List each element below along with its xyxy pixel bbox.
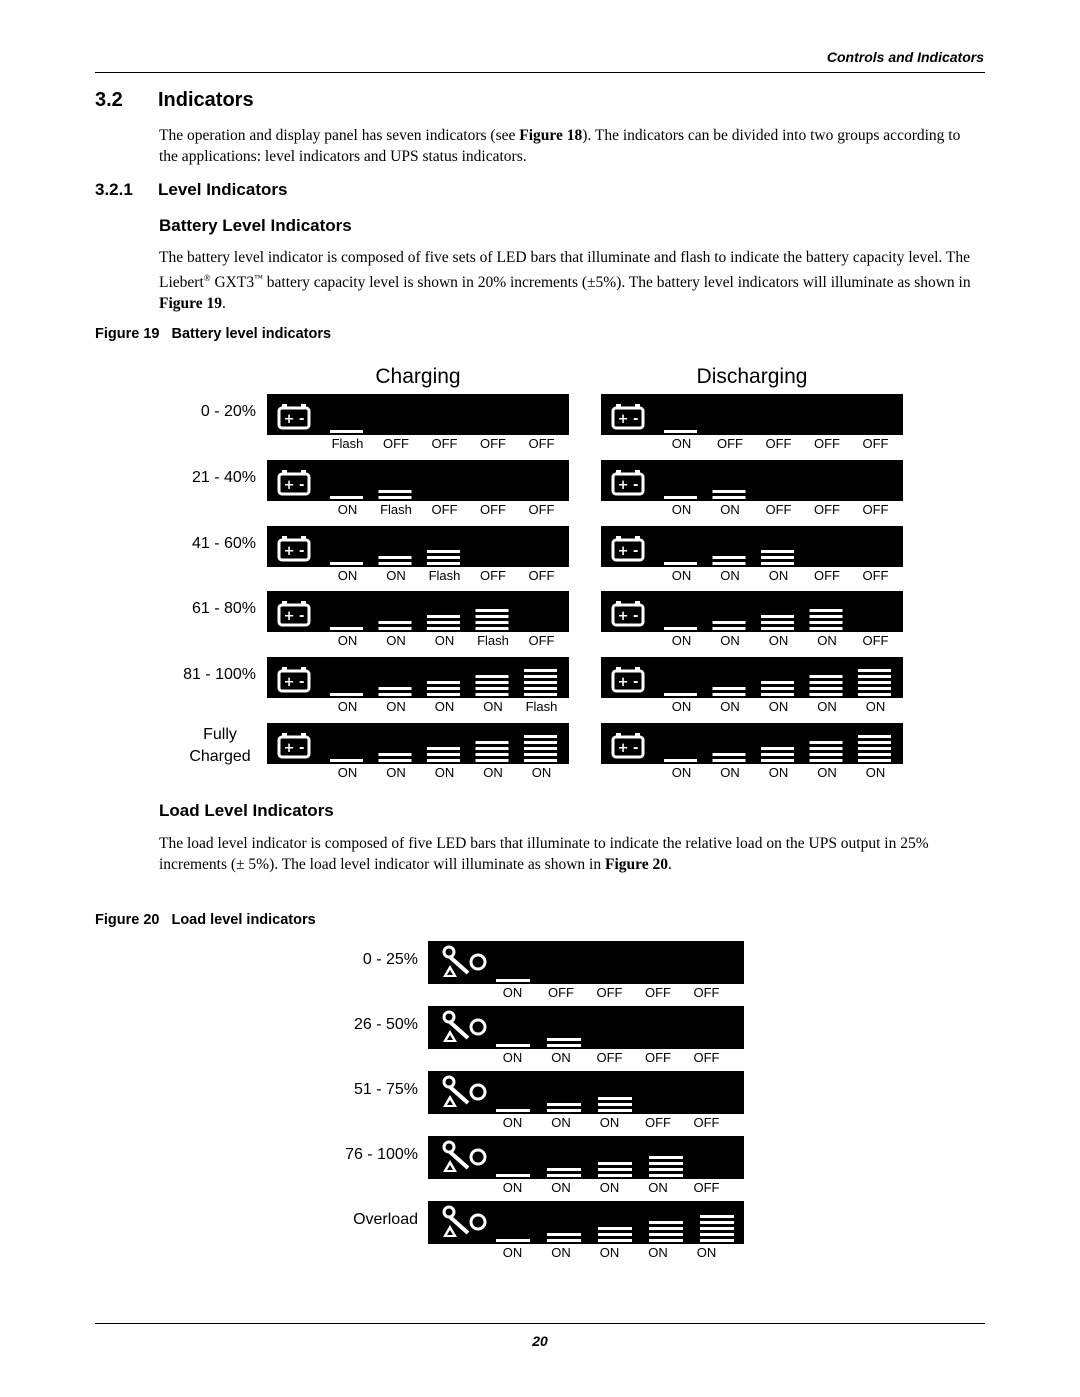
subsection-number: 3.2.1	[95, 180, 133, 199]
load-row-label: Overload	[353, 1211, 418, 1228]
led-state-label: Flash	[331, 436, 364, 451]
led-bar-icon	[664, 693, 697, 696]
led-state-label: ON	[720, 568, 740, 583]
led-state-label: ON	[768, 568, 789, 583]
battery-text-2: GXT3	[210, 274, 255, 292]
led-bar-icon	[496, 1174, 530, 1177]
led-bar-icon	[700, 1215, 734, 1242]
led-bar-icon	[496, 1044, 530, 1047]
load-heading: Load Level Indicators	[159, 801, 334, 820]
led-bar-icon	[598, 1162, 632, 1177]
led-bar-icon	[664, 759, 697, 762]
led-bar-icon	[598, 1097, 632, 1112]
svg-text:+ -: + -	[617, 544, 639, 559]
led-bar-icon	[496, 1109, 530, 1112]
led-state-label: ON	[502, 1050, 523, 1065]
led-state-label: ON	[671, 568, 692, 583]
led-state-label: ON	[531, 765, 552, 780]
section-heading	[95, 89, 254, 112]
section-number: 3.2	[95, 89, 123, 111]
led-bar-icon	[427, 747, 460, 762]
figure-19-title: Battery level indicators	[171, 326, 332, 342]
led-state-label: ON	[671, 765, 692, 780]
led-state-label: ON	[502, 985, 523, 1000]
battery-text-3: battery capacity level is shown in 20% increments (±5%). The battery level indicators will illuminate as shown in	[262, 274, 971, 292]
load-icon	[443, 1142, 485, 1172]
battery-row-label: 61 - 80%	[191, 600, 256, 617]
led-bar-icon	[496, 979, 530, 982]
led-state-label: OFF	[596, 1050, 623, 1065]
led-state-label: OFF	[528, 436, 555, 451]
led-state-label: OFF	[693, 985, 720, 1000]
led-bar-icon	[761, 615, 794, 630]
led-state-label: OFF	[862, 502, 889, 517]
led-bar-icon	[761, 681, 794, 696]
led-state-label: OFF	[645, 1050, 671, 1065]
running-header: Controls and Indicators	[826, 49, 984, 65]
led-bar-icon	[810, 741, 843, 762]
figure-20-number: Figure 20	[95, 912, 160, 928]
load-panel	[428, 1071, 744, 1114]
led-state-label: OFF	[383, 436, 409, 451]
battery-panel-charging	[267, 723, 569, 764]
led-state-label: ON	[648, 1180, 668, 1195]
led-bar-icon	[761, 747, 794, 762]
battery-icon	[279, 536, 309, 560]
led-state-label: ON	[483, 765, 503, 780]
led-bar-icon	[524, 735, 557, 762]
led-bar-icon	[330, 693, 363, 696]
battery-icon	[613, 667, 643, 691]
battery-panel-charging	[267, 526, 569, 567]
battery-panel-charging	[267, 460, 569, 501]
svg-text:+ -: + -	[617, 478, 639, 493]
led-state-label: ON	[720, 502, 740, 517]
led-state-label: OFF	[765, 436, 792, 451]
load-paragraph	[159, 833, 981, 875]
battery-icon	[613, 404, 643, 428]
led-state-label: OFF	[814, 436, 840, 451]
led-state-label: OFF	[645, 1115, 671, 1130]
led-state-label: ON	[671, 633, 692, 648]
load-row-label: 76 - 100%	[345, 1146, 418, 1163]
led-bar-icon	[379, 687, 412, 696]
led-state-label: OFF	[645, 985, 671, 1000]
led-bar-icon	[496, 1239, 530, 1242]
led-bar-icon	[649, 1221, 683, 1242]
led-state-label: ON	[720, 633, 740, 648]
led-state-label: ON	[865, 765, 886, 780]
subsection-title: Level Indicators	[158, 180, 288, 199]
battery-figure-ref: Figure 19	[159, 295, 222, 313]
led-bar-icon	[713, 621, 746, 630]
led-bar-icon	[713, 753, 746, 762]
led-bar-icon	[476, 609, 509, 630]
led-state-label: ON	[648, 1245, 668, 1260]
load-icon	[443, 1012, 485, 1042]
battery-text-1: The battery level indicator is composed of five sets of LED bars that illuminate and flash to indicate the battery capacity level. The Liebert	[159, 249, 971, 292]
led-state-label: OFF	[528, 502, 555, 517]
led-state-label: ON	[502, 1115, 523, 1130]
battery-icon	[279, 733, 309, 757]
led-state-label: ON	[817, 633, 837, 648]
battery-row-label: 0 - 20%	[200, 403, 256, 420]
led-state-label: OFF	[862, 633, 889, 648]
led-bar-icon	[379, 753, 412, 762]
battery-icon	[279, 601, 309, 625]
led-state-label: OFF	[693, 1050, 720, 1065]
load-text-end: .	[668, 856, 672, 873]
svg-text:+ -: + -	[617, 675, 639, 690]
led-bar-icon	[427, 681, 460, 696]
led-state-label: ON	[386, 633, 406, 648]
led-state-label: OFF	[814, 502, 840, 517]
led-state-label: ON	[768, 765, 789, 780]
led-state-label: ON	[817, 699, 837, 714]
intro-figure-ref: Figure 18	[519, 127, 583, 144]
battery-panel-charging	[267, 394, 569, 435]
led-state-label: ON	[386, 568, 406, 583]
led-state-label: OFF	[528, 633, 555, 648]
svg-text:+ -: + -	[617, 609, 639, 624]
led-bar-icon	[379, 490, 412, 499]
led-state-label: OFF	[596, 985, 623, 1000]
led-state-label: OFF	[431, 436, 458, 451]
load-panel	[428, 1136, 744, 1179]
load-figure-ref: Figure 20	[605, 856, 668, 873]
led-state-label: ON	[551, 1180, 571, 1195]
led-state-label: ON	[337, 502, 358, 517]
led-state-label: Flash	[525, 699, 558, 714]
battery-icon	[279, 404, 309, 428]
led-state-label: ON	[551, 1050, 571, 1065]
led-state-label: OFF	[765, 502, 792, 517]
led-state-label: ON	[599, 1115, 620, 1130]
led-state-label: ON	[696, 1245, 717, 1260]
battery-row-label: 41 - 60%	[191, 535, 256, 552]
load-icon	[443, 947, 485, 977]
led-bar-icon	[547, 1168, 581, 1177]
led-state-label: OFF	[862, 436, 889, 451]
battery-panel-discharging	[601, 657, 903, 698]
figure-19-caption	[95, 326, 331, 342]
led-state-label: Flash	[477, 633, 509, 648]
intro-text-1: The operation and display panel has seven indicators (see	[159, 127, 520, 144]
led-bar-icon	[649, 1156, 683, 1177]
led-bar-icon	[476, 675, 509, 696]
battery-icon	[613, 536, 643, 560]
led-state-label: OFF	[548, 985, 574, 1000]
battery-icon	[279, 667, 309, 691]
led-state-label: ON	[671, 436, 692, 451]
battery-icon	[279, 470, 309, 494]
svg-text:+ -: + -	[283, 675, 305, 690]
led-state-label: OFF	[431, 502, 458, 517]
load-row-label: 26 - 50%	[353, 1016, 418, 1033]
footer-rule	[95, 1323, 985, 1324]
load-text-1: The load level indicator is composed of five LED bars that illuminate to indicate the relative load on the UPS output in 25% increments (± 5%). The load level indicator will illuminate as shown in	[159, 835, 929, 873]
led-bar-icon	[858, 735, 891, 762]
led-state-label: ON	[720, 699, 740, 714]
led-bar-icon	[476, 741, 509, 762]
led-state-label: OFF	[480, 568, 506, 583]
led-state-label: OFF	[717, 436, 743, 451]
led-bar-icon	[547, 1038, 581, 1047]
led-state-label: ON	[337, 699, 358, 714]
battery-icon	[613, 733, 643, 757]
led-bar-icon	[330, 759, 363, 762]
led-bar-icon	[713, 687, 746, 696]
svg-text:+ -: + -	[283, 609, 305, 624]
battery-row-label: Fully Charged	[189, 726, 251, 765]
led-bar-icon	[664, 562, 697, 565]
led-state-label: ON	[337, 633, 358, 648]
led-bar-icon	[713, 556, 746, 565]
led-state-label: ON	[768, 633, 789, 648]
battery-panel-discharging	[601, 723, 903, 764]
led-bar-icon	[379, 621, 412, 630]
svg-text:+ -: + -	[617, 412, 639, 427]
led-bar-icon	[547, 1233, 581, 1242]
led-state-label: ON	[671, 502, 692, 517]
load-icon	[443, 1207, 485, 1237]
load-panel	[428, 1201, 744, 1244]
battery-panel-discharging	[601, 591, 903, 632]
led-bar-icon	[547, 1103, 581, 1112]
registered-mark: ®	[203, 273, 211, 283]
led-bar-icon	[524, 669, 557, 696]
page-number: 20	[532, 1333, 548, 1349]
trademark-mark: ™	[254, 273, 263, 283]
figure-20-caption	[95, 912, 316, 928]
led-bar-icon	[664, 496, 697, 499]
battery-panel-charging	[267, 591, 569, 632]
battery-icon	[613, 470, 643, 494]
led-state-label: ON	[483, 699, 503, 714]
led-bar-icon	[761, 550, 794, 565]
load-icon	[443, 1077, 485, 1107]
led-bar-icon	[330, 562, 363, 565]
header-rule	[95, 72, 985, 73]
intro-paragraph	[159, 125, 981, 167]
figure-20-title: Load level indicators	[171, 912, 316, 928]
section-title: Indicators	[158, 89, 254, 111]
led-bar-icon	[379, 556, 412, 565]
subsection-heading	[95, 180, 287, 200]
led-state-label: ON	[386, 699, 406, 714]
led-state-label: ON	[599, 1180, 620, 1195]
intro-text-2: ). The indicators can be divided into two groups according to the applications: level indicators and UPS status indicators.	[159, 127, 961, 165]
led-bar-icon	[330, 430, 363, 433]
battery-row-label: 21 - 40%	[191, 469, 256, 486]
led-state-label: ON	[434, 765, 455, 780]
battery-text-end: .	[222, 295, 226, 313]
load-panel	[428, 941, 744, 984]
led-bar-icon	[858, 669, 891, 696]
svg-text:+ -: + -	[283, 478, 305, 493]
battery-row-label: 81 - 100%	[183, 666, 256, 683]
svg-text:+ -: + -	[617, 741, 639, 756]
led-state-label: OFF	[480, 502, 506, 517]
battery-icon	[613, 601, 643, 625]
battery-panel-discharging	[601, 460, 903, 501]
battery-panel-charging	[267, 657, 569, 698]
led-bar-icon	[664, 430, 697, 433]
led-state-label: OFF	[862, 568, 889, 583]
led-state-label: Flash	[380, 502, 412, 517]
led-bar-icon	[598, 1227, 632, 1242]
led-bar-icon	[330, 496, 363, 499]
led-state-label: OFF	[480, 436, 506, 451]
load-row-label: 0 - 25%	[362, 951, 418, 968]
led-state-label: ON	[720, 765, 740, 780]
led-state-label: ON	[768, 699, 789, 714]
led-bar-icon	[810, 675, 843, 696]
led-bar-icon	[330, 627, 363, 630]
led-bar-icon	[427, 615, 460, 630]
led-state-label: ON	[551, 1115, 571, 1130]
led-state-label: OFF	[528, 568, 555, 583]
svg-text:+ -: + -	[283, 412, 305, 427]
load-row-label: 51 - 75%	[353, 1081, 418, 1098]
led-bar-icon	[713, 490, 746, 499]
led-bar-icon	[664, 627, 697, 630]
svg-text:+ -: + -	[283, 544, 305, 559]
led-state-label: OFF	[693, 1180, 720, 1195]
led-state-label: ON	[865, 699, 886, 714]
battery-heading: Battery Level Indicators	[159, 216, 352, 235]
battery-panel-discharging	[601, 394, 903, 435]
battery-panel-discharging	[601, 526, 903, 567]
led-state-label: ON	[434, 633, 455, 648]
led-state-label: ON	[671, 699, 692, 714]
led-state-label: ON	[502, 1245, 523, 1260]
led-state-label: ON	[434, 699, 455, 714]
charging-title: Charging	[375, 365, 461, 388]
led-state-label: OFF	[693, 1115, 720, 1130]
led-state-label: ON	[551, 1245, 571, 1260]
load-panel	[428, 1006, 744, 1049]
led-bar-icon	[810, 609, 843, 630]
led-bar-icon	[427, 550, 460, 565]
led-state-label: ON	[599, 1245, 620, 1260]
battery-paragraph	[159, 247, 981, 314]
led-state-label: ON	[502, 1180, 523, 1195]
led-state-label: ON	[817, 765, 837, 780]
figure-19-number: Figure 19	[95, 326, 160, 342]
svg-text:+ -: + -	[283, 741, 305, 756]
led-state-label: ON	[337, 568, 358, 583]
led-state-label: ON	[386, 765, 406, 780]
led-state-label: OFF	[814, 568, 840, 583]
led-state-label: ON	[337, 765, 358, 780]
led-state-label: Flash	[428, 568, 461, 583]
discharging-title: Discharging	[696, 365, 808, 388]
